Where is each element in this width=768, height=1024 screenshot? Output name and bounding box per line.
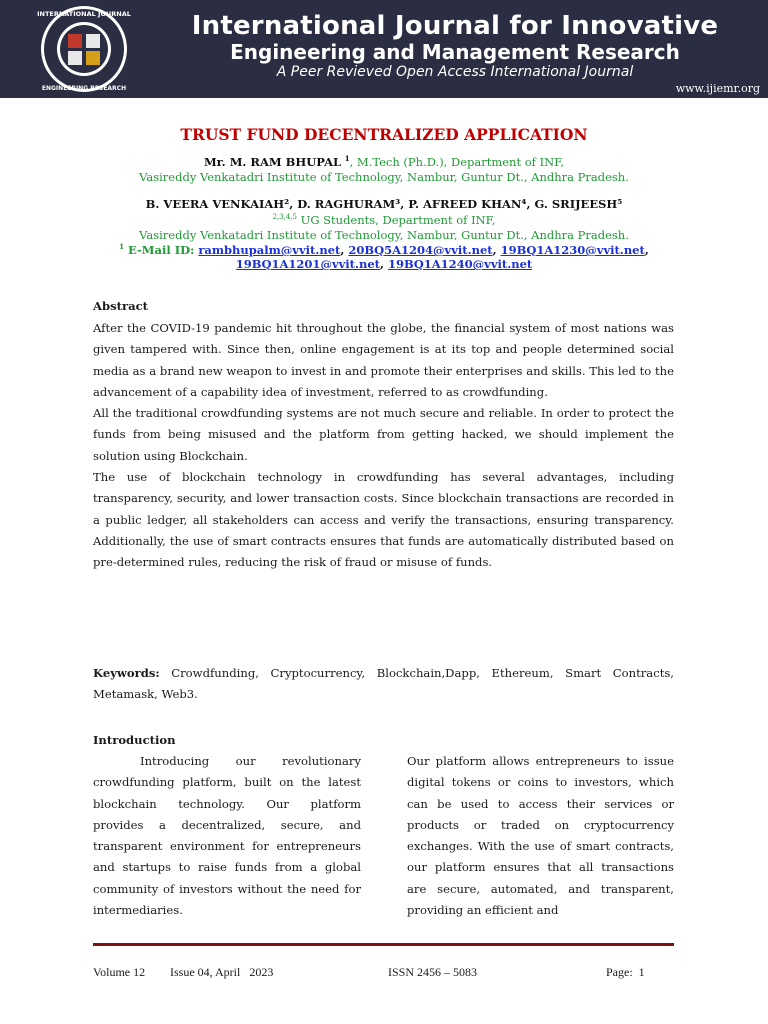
email-sup: 1 [119, 242, 125, 251]
author1-affil: , M.Tech (Ph.D.), Department of INF, [349, 154, 565, 169]
footer-issn: ISSN 2456 – 5083 [388, 965, 478, 979]
journal-title-line2: Engineering and Management Research [230, 40, 680, 64]
email-link-2[interactable]: 20BQ5A1204@vvit.net [348, 242, 493, 257]
abstract-body [93, 318, 674, 574]
introduction-right-text: Our platform allows entrepreneurs to issue digital tokens or coins to investors, which can be used to access their services or products or traded on cryptocurrency exchanges. With the use of smart contracts, our platform ensures that all transactions are secure, automated, and transparent, providing an efficient and [407, 754, 674, 918]
authors2-affil: UG Students, Department of INF, [296, 213, 496, 227]
footer-rule [93, 943, 674, 946]
abstract-heading: Abstract [93, 299, 149, 313]
keywords [93, 663, 674, 706]
authors2-sup: 2,3,4,5 [272, 213, 297, 222]
author1-line [0, 154, 768, 169]
email-line: $^1$ E-Mail ID: rambhupalm@vvit.net, 20BQ5A1204@vvit.net, 19BQ1A1230@vvit.net, [119, 242, 649, 257]
journal-subtitle: A Peer Revieved Open Access International Journal [276, 64, 634, 80]
footer-page: Page: 1 [606, 965, 645, 979]
introduction-left-text: Introducing our revolutionary crowdfunding platform, built on the latest blockchain technology. Our platform provides a decentralized, secure, and transparent environment for entrepreneurs and startups to raise funds from a global community of investors without the need for intermediaries. [93, 754, 361, 918]
footer-volume: Volume 12 [93, 965, 146, 979]
abstract-paragraph-3: The use of blockchain technology in crowdfunding has several advantages, including transparency, security, and lower transaction costs. Since blockchain transactions are recorded in a public ledger, all stakeholders can access and verify the transactions, ensuring transparency. Additionally, the use of smart contracts ensures that funds are automatically distributed based on pre-determined rules, reducing the risk of fraud or misuse of funds. [93, 470, 674, 570]
abstract-paragraph-2: All the traditional crowdfunding systems are not much secure and reliable. In order to protect the funds from being misused and the platform from getting hacked, we should implement the solution using Blockchain. [93, 406, 674, 463]
journal-title-line1: International Journal for Innovative [191, 11, 719, 41]
paper-title: TRUST FUND DECENTRALIZED APPLICATION [180, 125, 588, 144]
email-link-3[interactable]: 19BQ1A1230@vvit.net [500, 242, 645, 257]
email-label: E-Mail ID: [124, 242, 199, 257]
email-link-4[interactable]: 19BQ1A1201@vvit.net [235, 257, 380, 271]
journal-logo-icon [28, 4, 140, 94]
keywords-text: Crowdfunding, Cryptocurrency, Blockchain,Dapp, Ethereum, Smart Contracts, Metamask, Web3. [93, 666, 674, 702]
keywords-label: Keywords: [93, 666, 160, 680]
authors2-institute: Vasireddy Venkatadri Institute of Technology, Nambur, Guntur Dt., Andhra Pradesh. [139, 228, 629, 242]
introduction-right-column [407, 751, 674, 921]
journal-header [0, 0, 768, 98]
email-link-1[interactable]: rambhupalm@vvit.net [198, 242, 341, 257]
footer-issue: Issue 04, April 2023 [170, 965, 274, 979]
introduction-left-column [93, 751, 361, 921]
author1-name: Mr. M. RAM BHUPAL [203, 154, 342, 169]
author1-sup: 1 [344, 154, 350, 163]
authors2-affil-line [0, 213, 768, 227]
author1-institute: Vasireddy Venkatadri Institute of Technology, Nambur, Guntur Dt., Andhra Pradesh. [139, 170, 629, 184]
svg-text:ENGINEERING RESEARCH: ENGINEERING RESEARCH [41, 85, 127, 92]
svg-text:INTERNATIONAL JOURNAL: INTERNATIONAL JOURNAL [37, 10, 131, 18]
authors2-names: B. VEERA VENKAIAH², D. RAGHURAM³, P. AFREED KHAN⁴, G. SRIJEESH⁵ [145, 197, 623, 211]
introduction-heading: Introduction [93, 733, 176, 747]
email-link-5[interactable]: 19BQ1A1240@vvit.net [388, 257, 533, 271]
journal-url[interactable]: www.ijiemr.org [675, 82, 760, 95]
abstract-paragraph-1: After the COVID-19 pandemic hit throughout the globe, the financial system of most nations was given tampered with. Since then, online engagement is at its top and people determined social media as a brand new weapon to invest in and promote their enterprises and skills. This led to the advancement of a capability idea of investment, referred to as crowdfunding. [93, 321, 674, 399]
email-line-2: 19BQ1A1201@vvit.net, 19BQ1A1240@vvit.net [235, 257, 533, 271]
